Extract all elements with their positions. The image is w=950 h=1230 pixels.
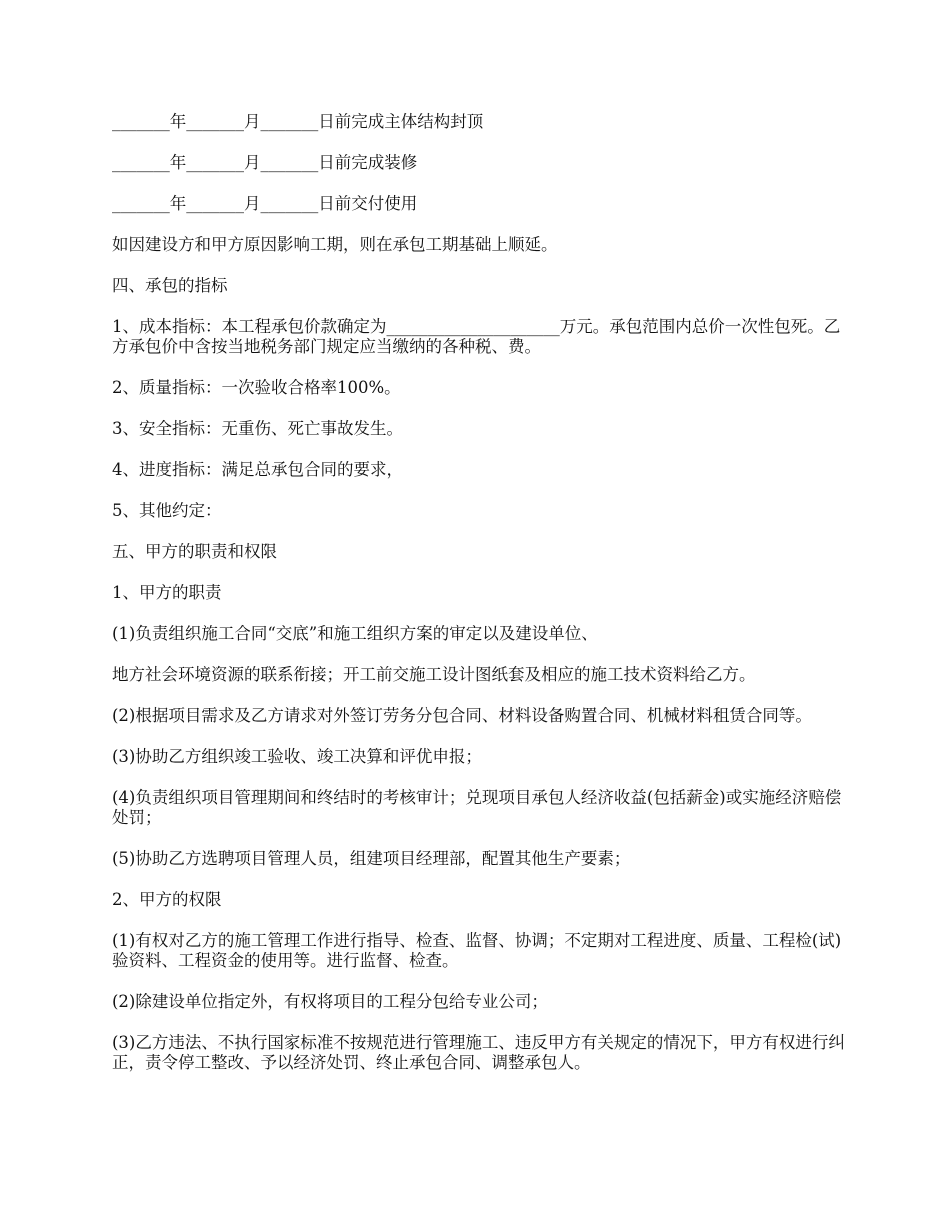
document-body xyxy=(112,112,847,1094)
other-agreements: 5、其他约定： xyxy=(112,501,222,520)
safety-indicator: 3、安全指标：无重伤、死亡事故发生。 xyxy=(112,419,403,438)
delay-clause: 如因建设方和甲方原因影响工期，则在承包工期基础上顺延。 xyxy=(112,235,558,254)
cost-indicator: 1、成本指标：本工程承包价款确定为_____________________万元。承包范围内总价一次性包死。乙方承包价中含按当地税务部门规定应当缴纳的各种税、费。 xyxy=(112,317,841,356)
subheading-party-a-rights: 2、甲方的权限 xyxy=(112,890,222,909)
duty-item-1: (1)负责组织施工合同“交底”和施工组织方案的审定以及建设单位、 xyxy=(112,624,598,643)
quality-indicator: 2、质量指标：一次验收合格率100%。 xyxy=(112,378,401,397)
section-heading-indicators: 四、承包的指标 xyxy=(112,276,228,295)
duty-item-5: (5)协助乙方选聘项目管理人员，组建项目经理部，配置其他生产要素； xyxy=(112,849,631,868)
duty-item-1-continued: 地方社会环境资源的联系衔接；开工前交施工设计图纸套及相应的施工技术资料给乙方。 xyxy=(112,665,756,684)
schedule-line-decoration: _______年_______月_______日前完成装修 xyxy=(112,153,418,172)
right-item-3: (3)乙方违法、不执行国家标准不按规范进行管理施工、违反甲方有关规定的情况下，甲方有权进行纠正，责令停工整改、予以经济处罚、终止承包合同、调整承包人。 xyxy=(112,1033,845,1072)
schedule-line-topping: _______年_______月_______日前完成主体结构封顶 xyxy=(112,112,484,131)
section-heading-party-a: 五、甲方的职责和权限 xyxy=(112,542,277,561)
duty-item-4: (4)负责组织项目管理期间和终结时的考核审计；兑现项目承包人经济收益(包括薪金)或实施经济赔偿处罚； xyxy=(112,788,842,827)
progress-indicator: 4、进度指标：满足总承包合同的要求， xyxy=(112,460,403,479)
right-item-2: (2)除建设单位指定外，有权将项目的工程分包给专业公司； xyxy=(112,992,548,1011)
schedule-line-delivery: _______年_______月_______日前交付使用 xyxy=(112,194,418,213)
duty-item-3: (3)协助乙方组织竣工验收、竣工决算和评优申报； xyxy=(112,747,482,766)
duty-item-2: (2)根据项目需求及乙方请求对外签订劳务分包合同、材料设备购置合同、机械材料租赁合同等。 xyxy=(112,706,812,725)
right-item-1: (1)有权对乙方的施工管理工作进行指导、检查、监督、协调；不定期对工程进度、质量、工程检(试)验资料、工程资金的使用等。进行监督、检查。 xyxy=(112,931,842,970)
subheading-party-a-duties: 1、甲方的职责 xyxy=(112,583,222,602)
